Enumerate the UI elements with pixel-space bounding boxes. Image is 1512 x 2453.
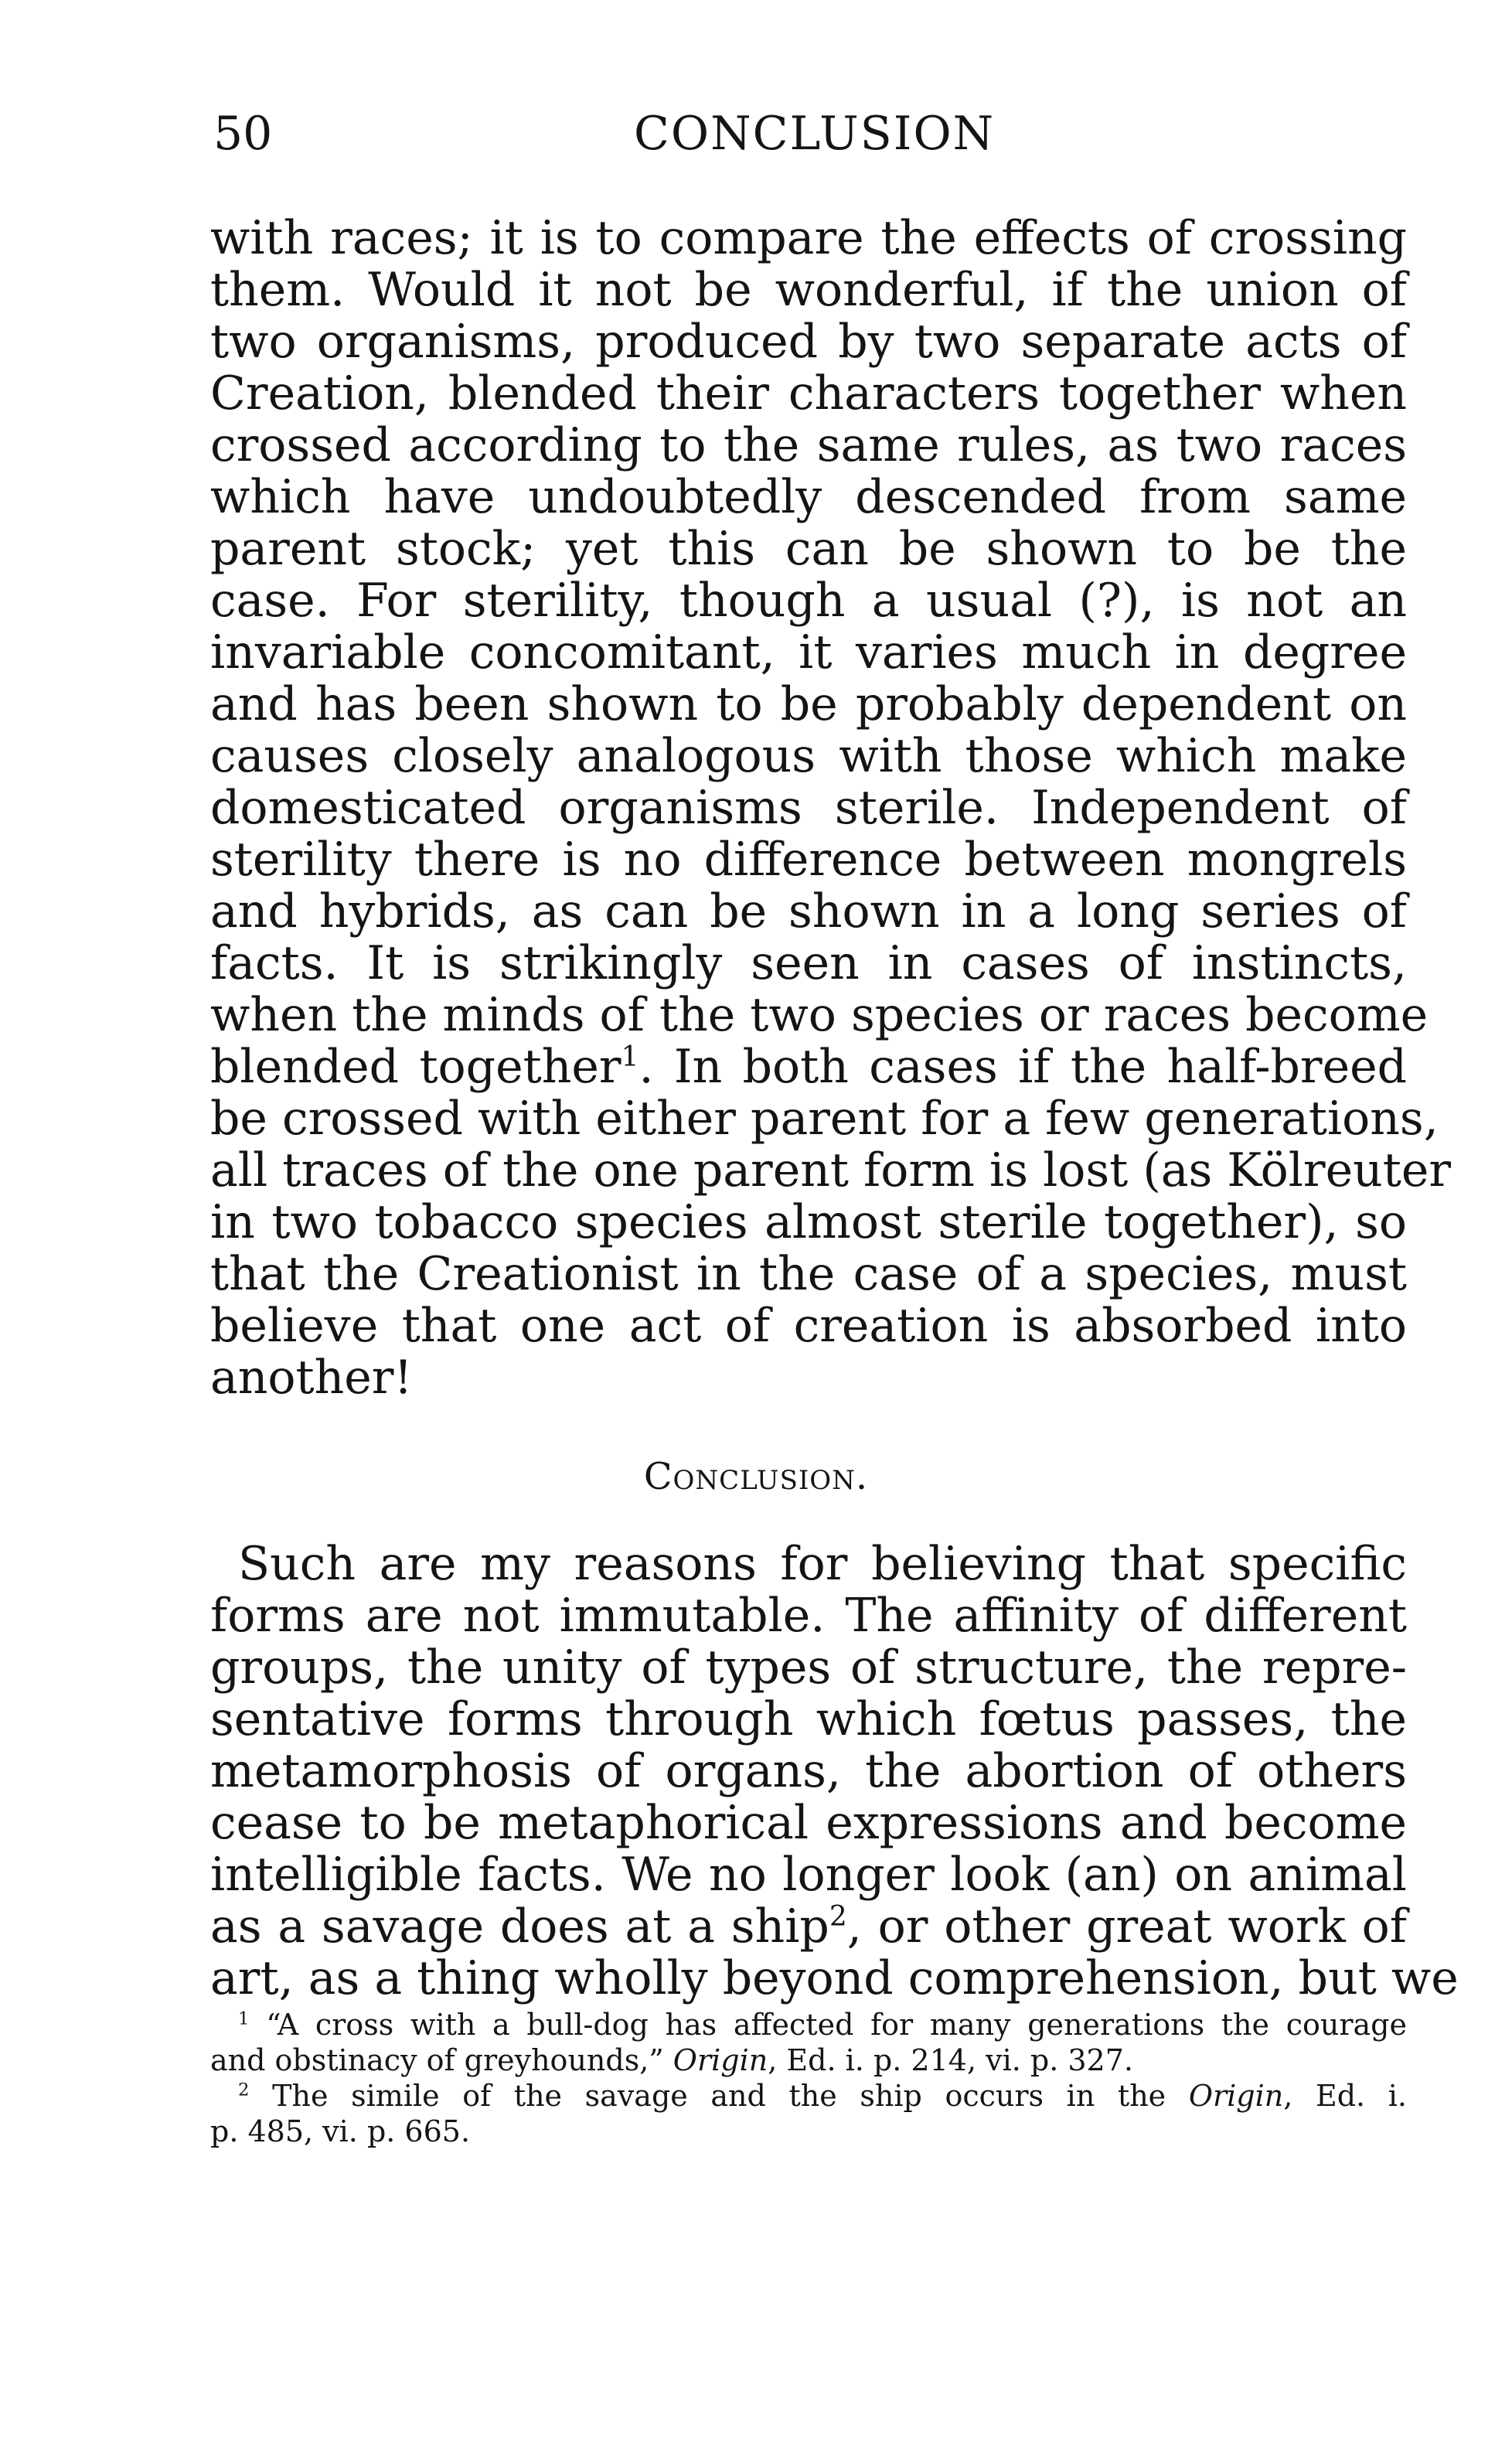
text-line: facts. It is strikingly seen in cases of instincts,: [210, 936, 1407, 990]
text-line: metamorphosis of organs, the abortion of others: [210, 1744, 1407, 1798]
footnote-2-marker: 2: [238, 2080, 250, 2100]
page-number: 50: [213, 107, 273, 161]
text-line-with-footnote-ref: [210, 1901, 1407, 1953]
text-line: when the minds of the two species or races become: [210, 988, 1429, 1042]
footnote-2-line: [210, 2078, 1407, 2114]
text-line: them. Would it not be wonderful, if the union of: [210, 263, 1407, 317]
text-line: sentative forms through which fœtus passes, the: [210, 1692, 1407, 1746]
text-line: Such are my reasons for believing that specific: [238, 1537, 1407, 1591]
footnote-1-line: [210, 2007, 1407, 2042]
text-line: Creation, blended their characters together when: [210, 366, 1407, 421]
text-line: forms are not immutable. The affinity of different: [210, 1589, 1407, 1643]
text-segment: and obstinacy of greyhounds,”: [210, 2043, 673, 2077]
paragraph-1: [210, 211, 1452, 1405]
text-line: intelligible facts. We no longer look (an) on animal: [210, 1848, 1407, 1902]
book-title-italic: Origin: [673, 2043, 768, 2077]
text-segment: The simile of the savage and the ship occurs in the: [272, 2079, 1189, 2113]
text-line-with-footnote-ref: [210, 1041, 1407, 1093]
text-line: and has been shown to be probably dependent on: [210, 677, 1407, 731]
text-segment: . In both cases if the half-breed: [639, 1040, 1407, 1094]
running-head-title: CONCLUSION: [634, 107, 996, 161]
text-line: which have undoubtedly descended from same: [210, 470, 1407, 524]
text-segment: blended together: [210, 1040, 621, 1094]
text-line: be crossed with either parent for a few generations,: [210, 1092, 1439, 1146]
footnote-ref-2: 2: [829, 1901, 847, 1933]
text-segment: , Ed. i. p. 214, vi. p. 327.: [768, 2043, 1133, 2077]
footnote-2-line: p. 485, vi. p. 665.: [210, 2114, 471, 2148]
text-segment: as a savage does at a ship: [210, 1899, 829, 1954]
text-segment: , Ed. i.: [1283, 2079, 1407, 2113]
text-line: sterility there is no difference between mongrels: [210, 833, 1407, 887]
text-line: groups, the unity of types of structure, the repre-: [210, 1640, 1407, 1695]
text-line: two organisms, produced by two separate acts of: [210, 315, 1407, 369]
text-line: crossed according to the same rules, as two races: [210, 418, 1407, 472]
footnotes: [210, 2007, 1407, 2149]
text-segment: , or other great work of: [846, 1899, 1407, 1954]
text-line: domesticated organisms sterile. Independent of: [210, 781, 1407, 835]
footnote-1-line: [210, 2042, 1407, 2078]
text-line: that the Creationist in the case of a species, must: [210, 1247, 1407, 1301]
text-line: in two tobacco species almost sterile together), so: [210, 1195, 1407, 1249]
footnote-1-marker: 1: [238, 2008, 250, 2029]
text-line: cease to be metaphorical expressions and become: [210, 1796, 1407, 1850]
text-line: with races; it is to compare the effects of crossing: [210, 211, 1407, 265]
text-line: case. For sterility, though a usual (?), is not an: [210, 574, 1407, 628]
text-segment: “A cross with a bull-dog has affected for many generations the courage: [266, 2008, 1407, 2042]
section-heading: Conclusion.: [643, 1455, 869, 1498]
text-line: and hybrids, as can be shown in a long series of: [210, 884, 1407, 939]
footnote-ref-1: 1: [621, 1041, 639, 1073]
paragraph-2: [210, 1537, 1459, 2005]
book-title-italic: Origin: [1188, 2079, 1284, 2113]
text-line: another!: [210, 1351, 413, 1405]
text-line: all traces of the one parent form is lost (as Kölreuter: [210, 1143, 1452, 1198]
text-line: causes closely analogous with those which make: [210, 729, 1407, 783]
text-line: parent stock; yet this can be shown to be the: [210, 522, 1407, 576]
text-line: art, as a thing wholly beyond comprehension, but we: [210, 1951, 1459, 2005]
text-line: invariable concomitant, it varies much in degree: [210, 625, 1407, 680]
text-line: believe that one act of creation is absorbed into: [210, 1299, 1407, 1353]
